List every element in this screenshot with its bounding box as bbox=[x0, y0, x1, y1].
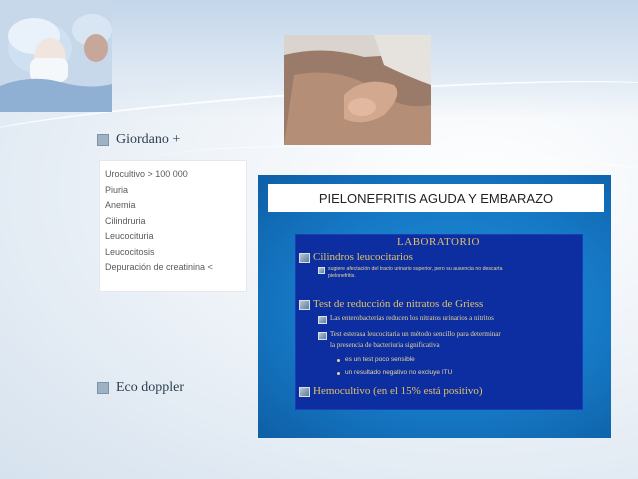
item-text: la presencia de bacteriuria significativa bbox=[330, 341, 440, 349]
list-item: Leucocitosis bbox=[105, 246, 155, 257]
bullet-icon bbox=[318, 332, 327, 340]
laboratorio-title: LABORATORIO bbox=[397, 236, 480, 248]
note-line: sugiere afectación del tracto urinario superior, pero su ausencia no descarta bbox=[328, 266, 503, 272]
bullet-icon bbox=[299, 387, 310, 397]
list-item: Piuria bbox=[105, 184, 129, 195]
item-text: Test esterasa leucocitaria un método sencillo para determinar bbox=[330, 330, 501, 338]
list-item: Depuración de creatinina < bbox=[105, 262, 213, 272]
bullet-icon bbox=[318, 316, 327, 324]
item-text: Las enterobacterias reducen los nitratos urinarios a nitritos bbox=[330, 314, 494, 322]
item-text: Cilindros leucocitarios bbox=[313, 251, 413, 263]
bullet-text: Eco doppler bbox=[116, 380, 185, 395]
list-item: Urocultivo > 100 000 bbox=[105, 169, 188, 179]
lab-values-list bbox=[99, 160, 247, 292]
bullet-square-icon bbox=[97, 134, 109, 146]
item-nitratos bbox=[299, 298, 483, 310]
list-item: Leucocituria bbox=[105, 231, 154, 241]
bullet-icon bbox=[299, 253, 310, 263]
bullet-icon bbox=[318, 267, 325, 274]
bullet-dot-icon bbox=[337, 359, 340, 362]
item-text: Hemocultivo (en el 15% está positivo) bbox=[313, 385, 483, 397]
bullet-text: Giordano + bbox=[116, 132, 181, 147]
item-esterasa-b1 bbox=[337, 356, 415, 363]
item-hemocultivo bbox=[299, 385, 483, 397]
surgeon-image bbox=[0, 0, 112, 112]
bullet-dot-icon bbox=[337, 372, 340, 375]
embedded-slide-title: PIELONEFRITIS AGUDA Y EMBARAZO bbox=[268, 184, 604, 212]
bullet-icon bbox=[299, 300, 310, 310]
item-text: un resultado negativo no excluye ITU bbox=[345, 369, 453, 376]
bullet-eco-doppler bbox=[97, 380, 184, 396]
item-cilindros-note bbox=[318, 266, 502, 280]
list-item: Anemia bbox=[105, 200, 136, 210]
list-item: Cilindruria bbox=[105, 215, 146, 226]
bullet-square-icon bbox=[97, 382, 109, 394]
note-line: pielonefritis. bbox=[328, 273, 356, 279]
item-esterasa-b2 bbox=[337, 369, 452, 376]
item-nitratos-sub bbox=[318, 314, 494, 324]
item-esterasa bbox=[318, 330, 501, 349]
item-text: Test de reducción de nitratos de Griess bbox=[313, 298, 484, 310]
item-cilindros bbox=[299, 251, 413, 263]
clinical-photo bbox=[284, 35, 431, 145]
bullet-giordano bbox=[97, 132, 180, 148]
item-text: es un test poco sensible bbox=[345, 356, 415, 363]
